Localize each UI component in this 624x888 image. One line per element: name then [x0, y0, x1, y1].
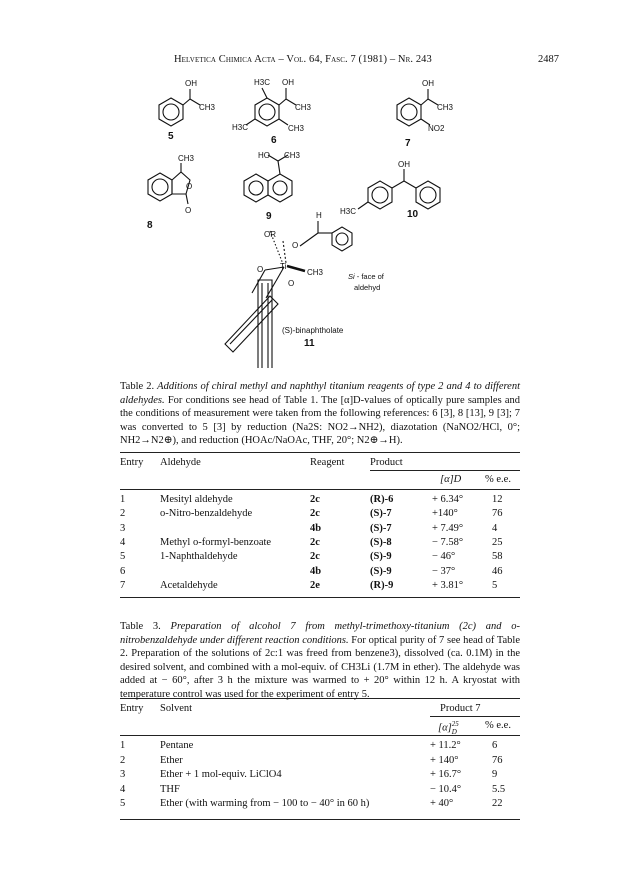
cmpd11-label-ch3: CH3: [307, 268, 324, 277]
cmpd6-label-ch3-right: CH3: [295, 103, 312, 112]
ee-cell: 76: [492, 754, 503, 766]
entry-cell: 3: [120, 522, 126, 534]
cmpd6-label-h3c-top: H3C: [254, 78, 271, 87]
aldehyde-cell: Mesityl aldehyde: [160, 494, 233, 505]
alpha-cell: − 37°: [432, 565, 456, 577]
table-row: [120, 740, 520, 753]
cmpd9-number: 9: [266, 211, 272, 222]
table-row: [120, 784, 520, 797]
alpha-cell: − 46°: [432, 551, 456, 563]
compound-6-structure: [246, 88, 296, 126]
entry-cell: 4: [120, 536, 126, 548]
cmpd8-label-ch3: CH3: [178, 154, 195, 163]
table2-col-alpha: [α]D: [440, 474, 462, 485]
table3-product-rule: [430, 716, 520, 717]
entry-cell: 5: [120, 551, 126, 563]
ee-cell: 22: [492, 798, 503, 809]
si-face-label-line1: Si - face of: [348, 272, 384, 281]
table2-caption-label: Table 2.: [120, 381, 155, 392]
product-cell: (S)-9: [370, 565, 392, 577]
table-row: [120, 798, 520, 811]
cmpd5-label-oh: OH: [185, 79, 197, 88]
ee-cell: 76: [492, 508, 503, 520]
reagent-cell: 2e: [310, 579, 320, 591]
cmpd10-label-oh: OH: [398, 160, 410, 169]
product-cell: (S)-8: [370, 536, 392, 548]
entry-cell: 5: [120, 798, 126, 809]
table-row: [120, 537, 520, 550]
table3-col-ee: % e.e.: [485, 720, 511, 731]
cmpd8-number: 8: [147, 220, 153, 231]
reagent-cell: 4b: [310, 522, 322, 534]
alpha-cell: + 6.34°: [432, 494, 464, 505]
entry-cell: 3: [120, 769, 126, 780]
page-number: 2487: [538, 54, 559, 65]
cmpd6-number: 6: [271, 135, 277, 146]
table3-header-row: [120, 703, 520, 716]
alpha-cell: + 140°: [430, 754, 459, 766]
table3-col-solvent: Solvent: [160, 703, 193, 714]
table2-header-rule: [120, 489, 520, 490]
cmpd11-label-h: H: [316, 211, 322, 220]
cmpd11-label-o-aldehyde: O: [292, 241, 299, 250]
ee-cell: 4: [492, 522, 498, 534]
cmpd7-number: 7: [405, 138, 411, 149]
reagent-cell: 2c: [310, 551, 320, 563]
table-row: [120, 494, 520, 507]
solvent-cell: Ether (with warming from − 100 to − 40° in 60 h): [160, 798, 370, 809]
table-row: [120, 508, 520, 521]
structure-figure: [0, 68, 624, 368]
compound-8-structure: [148, 163, 193, 204]
table3-col-entry: Entry: [120, 703, 144, 714]
table3-bottom-rule: [120, 819, 520, 820]
alpha-cell: + 11.2°: [430, 740, 461, 751]
ee-cell: 6: [492, 740, 498, 751]
cmpd6-label-ch3-bottom: CH3: [288, 124, 305, 133]
cmpd11-label-or: OR: [264, 230, 276, 239]
entry-cell: 1: [120, 740, 126, 751]
alpha-cell: + 16.7°: [430, 769, 462, 780]
table-row: [120, 566, 520, 579]
product-cell: (R)-9: [370, 579, 394, 591]
table2-product-rule: [370, 470, 520, 471]
table2-caption-body: For conditions see head of Table 1. The [α]D-values of optically pure samples and the conditions of measurement were taken from the following references: 6 [3], 8 [13], 9 [3]; 7 was converted to 5 [3] by reduction (Na2S: NO2→NH2), diazotation (NaNO2/HCl, 0°; NH2→N2⊕), and reduction (HOAc/NaOAc, THF, 20°; N2⊕→H).: [120, 394, 521, 447]
cmpd11-label-ti: Ti: [280, 262, 287, 271]
table2-col-product: Product: [370, 457, 403, 468]
product-cell: (R)-6: [370, 494, 394, 505]
cmpd6-label-h3c-left: H3C: [232, 123, 249, 132]
table2-subheader-row: [120, 474, 520, 487]
ee-cell: 5: [492, 579, 498, 591]
aldehyde-cell: 1-Naphthaldehyde: [160, 551, 238, 563]
alpha-cell: + 3.81°: [432, 579, 464, 591]
cmpd9-label-ch3: CH3: [284, 151, 301, 160]
alpha-cell: + 40°: [430, 798, 454, 809]
alpha-cell: − 10.4°: [430, 783, 462, 795]
compound-9-structure: [244, 155, 292, 202]
table2-col-reagent: Reagent: [310, 457, 345, 468]
solvent-cell: Pentane: [160, 740, 194, 751]
cmpd7-label-oh: OH: [422, 79, 434, 88]
reagent-cell: 4b: [310, 565, 322, 577]
product-cell: (S)-7: [370, 522, 392, 534]
alpha-cell: − 7.58°: [432, 536, 464, 548]
cmpd8-label-o-ring: O: [186, 182, 193, 191]
table2-caption: [120, 380, 520, 448]
table3-header-rule: [120, 735, 520, 736]
reagent-cell: 2c: [310, 494, 320, 505]
table-row: [120, 551, 520, 564]
cmpd6-label-oh: OH: [282, 78, 294, 87]
table3-col-alpha: $[\alpha]^{25}_D$: [438, 720, 459, 736]
binaphtholate-label: (S)-binaphtholate: [282, 326, 344, 335]
ee-cell: 5.5: [492, 783, 506, 795]
table3-caption-title: Preparation of alcohol 7 from methyl-trimethoxy-titanium (2c) and o-nitrobenzaldehyde under different reaction conditions.: [120, 621, 521, 646]
table3-caption: [120, 620, 520, 702]
entry-cell: 2: [120, 754, 126, 766]
table3-col-product: Product 7: [440, 703, 481, 714]
solvent-cell: Ether + 1 mol-equiv. LiClO4: [160, 769, 282, 780]
table3-subheader-row: [120, 720, 520, 736]
table2-col-aldehyde: Aldehyde: [160, 457, 201, 468]
table3-caption-body: For optical purity of 7 see head of Table 2. Preparation of the solutions of 2c:1 was freed from benzene3), dissolved (ca. 0.1M) in the desired solvent, and combined with a mol-equiv. of CH3Li (1.7M in ether). The aldehyde was added at − 60°, after 3 h the mixture was warmed to + 20° within 12 h. A kryostat with temperature control was used for the experiment of entry 5.: [120, 634, 520, 700]
entry-cell: 6: [120, 565, 126, 577]
aldehyde-cell: o-Nitro-benzaldehyde: [160, 508, 253, 520]
compound-5-structure: [159, 89, 200, 126]
compound-10-structure: [358, 169, 440, 209]
compound-7-structure: [397, 89, 438, 126]
entry-cell: 7: [120, 579, 126, 591]
table2-col-entry: Entry: [120, 457, 144, 468]
cmpd10-number: 10: [407, 209, 419, 220]
ee-cell: 25: [492, 536, 503, 548]
table3-caption-label: Table 3.: [120, 621, 161, 632]
running-title: Helvetica Chimica Acta – Vol. 64, Fasc. 7 (1981) – Nr. 243: [174, 54, 432, 65]
cmpd7-label-ch3: CH3: [437, 103, 454, 112]
ee-cell: 58: [492, 551, 503, 563]
cmpd8-label-o-carbonyl: O: [185, 206, 192, 215]
table2-top-rule: [120, 452, 520, 453]
entry-cell: 1: [120, 494, 126, 505]
table-row: [120, 769, 520, 782]
cmpd11-number: 11: [304, 338, 315, 349]
cmpd9-label-ho: HO: [258, 151, 270, 160]
solvent-cell: Ether: [160, 754, 183, 766]
product-cell: (S)-7: [370, 508, 392, 520]
cmpd5-number: 5: [168, 131, 174, 142]
alpha-cell: +140°: [432, 508, 458, 520]
ee-cell: 46: [492, 565, 503, 577]
table2-caption-title: Additions of chiral methyl and naphthyl titanium reagents of type 2 and 4 to different aldehydes.: [120, 381, 521, 406]
table2-header-row: [120, 457, 520, 470]
table3-top-rule: [120, 698, 520, 699]
aldehyde-cell: Acetaldehyde: [160, 579, 218, 591]
reagent-cell: 2c: [310, 536, 320, 548]
table-row: [120, 523, 520, 536]
alpha-cell: + 7.49°: [432, 522, 464, 534]
cmpd7-label-no2: NO2: [428, 124, 445, 133]
cmpd11-label-o-lower: O: [288, 279, 295, 288]
table2-bottom-rule: [120, 597, 520, 598]
aldehyde-cell: Methyl o-formyl-benzoate: [160, 536, 272, 548]
ee-cell: 9: [492, 769, 498, 780]
entry-cell: 2: [120, 508, 126, 520]
product-cell: (S)-9: [370, 551, 392, 563]
si-face-label-line2: aldehyd: [354, 283, 381, 292]
table-row: [120, 755, 520, 768]
compound-11-structure: [225, 221, 352, 368]
entry-cell: 4: [120, 783, 126, 795]
table-row: [120, 580, 520, 593]
cmpd5-label-ch3: CH3: [199, 103, 216, 112]
reagent-cell: 2c: [310, 508, 320, 520]
ee-cell: 12: [492, 494, 503, 505]
solvent-cell: THF: [160, 783, 180, 795]
cmpd10-label-h3c: H3C: [340, 207, 357, 216]
table2-col-ee: % e.e.: [485, 474, 511, 485]
cmpd11-label-o-left: O: [257, 265, 264, 274]
